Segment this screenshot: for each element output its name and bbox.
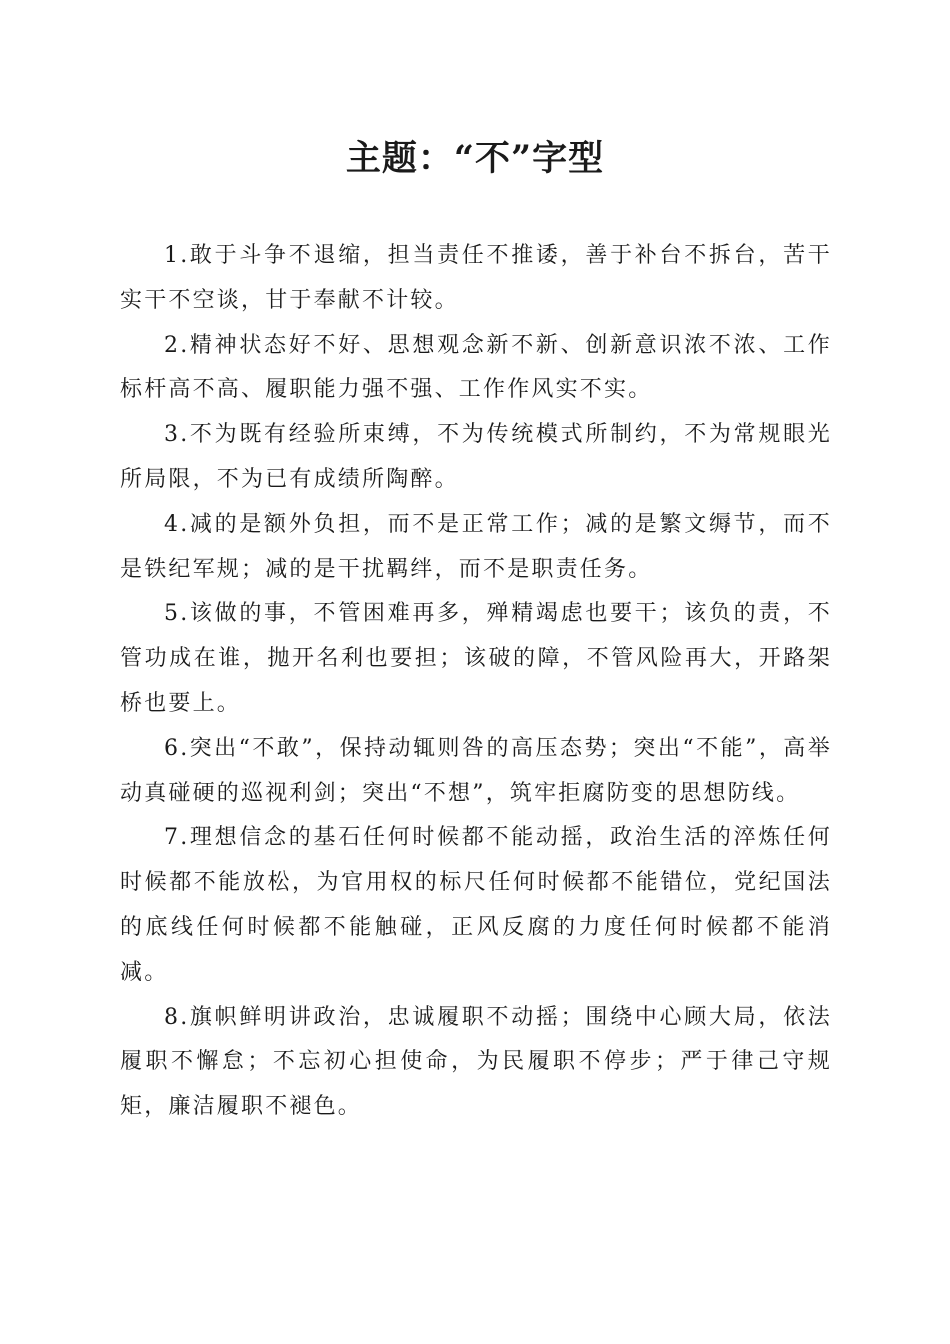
paragraph-3: 3.不为既有经验所束缚，不为传统模式所制约，不为常规眼光所局限，不为已有成绩所陶醉。 bbox=[120, 422, 832, 492]
paragraph-7: 7.理想信念的基石任何时候都不能动摇，政治生活的淬炼任何时候都不能放松，为官用权的标尺任何时候都不能错位，党纪国法的底线任何时候都不能触碰，正风反腐的力度任何时候都不能消减。 bbox=[120, 825, 832, 985]
paragraph-4: 4.减的是额外负担，而不是正常工作；减的是繁文缛节，而不是铁纪军规；减的是干扰羁绊，而不是职责任务。 bbox=[120, 511, 832, 582]
paragraph-6: 6.突出“不敢”，保持动辄则咎的高压态势；突出“不能”，高举动真碰硬的巡视利剑；突出“不想”，筑牢拒腐防变的思想防线。 bbox=[120, 735, 832, 806]
document-title: 主题：“不”字型 bbox=[345, 138, 605, 179]
paragraph-1: 1.敢于斗争不退缩，担当责任不推诿，善于补台不拆台，苦干实干不空谈，甘于奉献不计较。 bbox=[120, 243, 832, 313]
paragraph-5: 5.该做的事，不管困难再多，殚精竭虑也要干；该负的责，不管功成在谁，抛开名利也要担；该破的障，不管风险再大，开路架桥也要上。 bbox=[120, 601, 832, 716]
document-body bbox=[120, 234, 832, 1130]
paragraph-8: 8.旗帜鲜明讲政治，忠诚履职不动摇；围绕中心顾大局，依法履职不懈怠；不忘初心担使命，为民履职不停步；严于律己守规矩，廉洁履职不褪色。 bbox=[120, 1004, 832, 1120]
paragraph-2: 2.精神状态好不好、思想观念新不新、创新意识浓不浓、工作标杆高不高、履职能力强不强、工作作风实不实。 bbox=[120, 332, 832, 403]
